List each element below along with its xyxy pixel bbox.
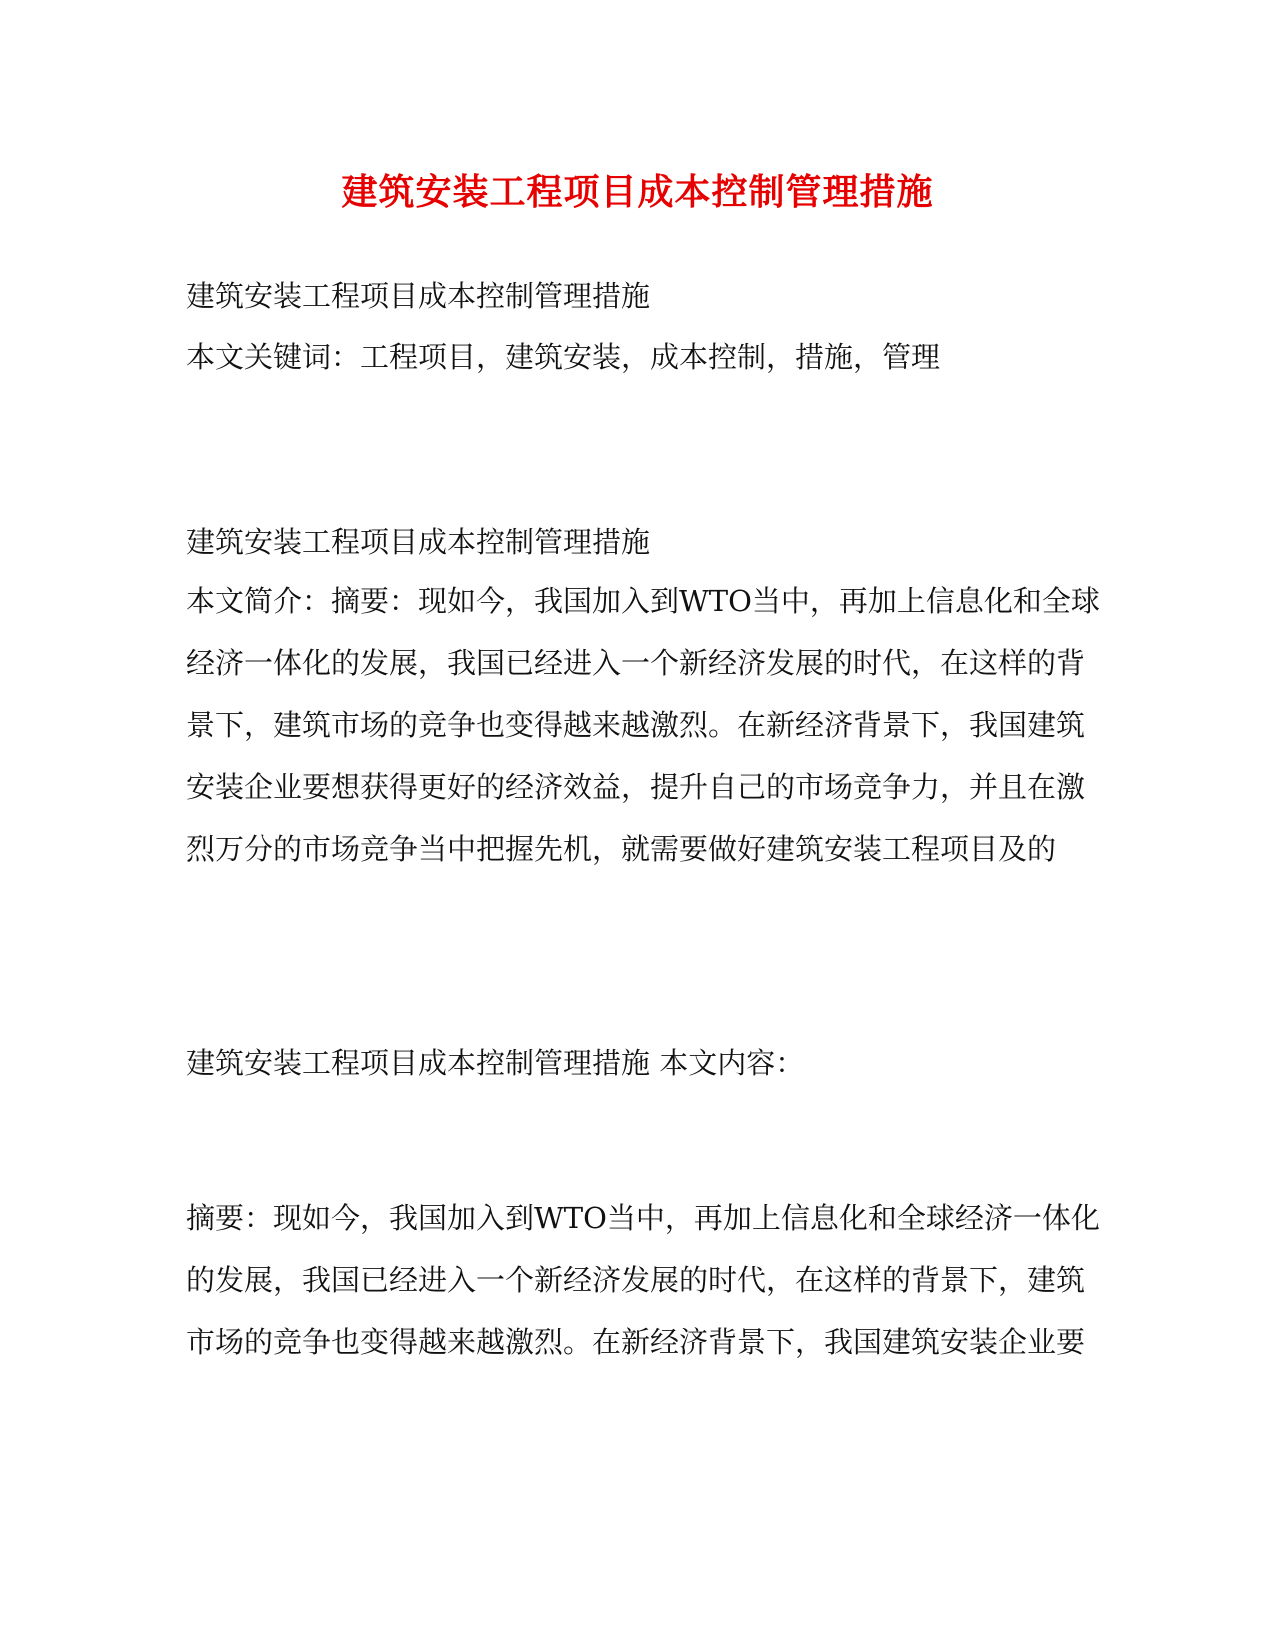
intro-line: 安装企业要想获得更好的经济效益，提升自己的市场竞争力，并且在激 bbox=[186, 770, 1086, 804]
abstract-paragraph bbox=[186, 1187, 1100, 1373]
abstract-line: 市场的竞争也变得越来越激烈。在新经济背景下，我国建筑安装企业要 bbox=[186, 1325, 1086, 1359]
intro-line: 本文简介：摘要：现如今，我国加入到WTO当中，再加上信息化和全球 bbox=[186, 584, 1100, 618]
heading-2: 建筑安装工程项目成本控制管理措施 bbox=[186, 525, 651, 559]
content-heading: 建筑安装工程项目成本控制管理措施 本文内容： bbox=[186, 1046, 805, 1080]
intro-line: 烈万分的市场竞争当中把握先机，就需要做好建筑安装工程项目及的 bbox=[186, 832, 1057, 866]
abstract-line: 摘要：现如今，我国加入到WTO当中，再加上信息化和全球经济一体化 bbox=[186, 1201, 1100, 1235]
keywords-line: 本文关键词：工程项目，建筑安装，成本控制，措施，管理 bbox=[186, 340, 941, 374]
intro-paragraph bbox=[186, 570, 1100, 880]
abstract-line: 的发展，我国已经进入一个新经济发展的时代，在这样的背景下，建筑 bbox=[186, 1263, 1086, 1297]
intro-line: 经济一体化的发展，我国已经进入一个新经济发展的时代，在这样的背 bbox=[186, 646, 1086, 680]
intro-line: 景下，建筑市场的竞争也变得越来越激烈。在新经济背景下，我国建筑 bbox=[186, 708, 1086, 742]
document-title: 建筑安装工程项目成本控制管理措施 bbox=[341, 171, 934, 213]
heading-1: 建筑安装工程项目成本控制管理措施 bbox=[186, 279, 651, 313]
